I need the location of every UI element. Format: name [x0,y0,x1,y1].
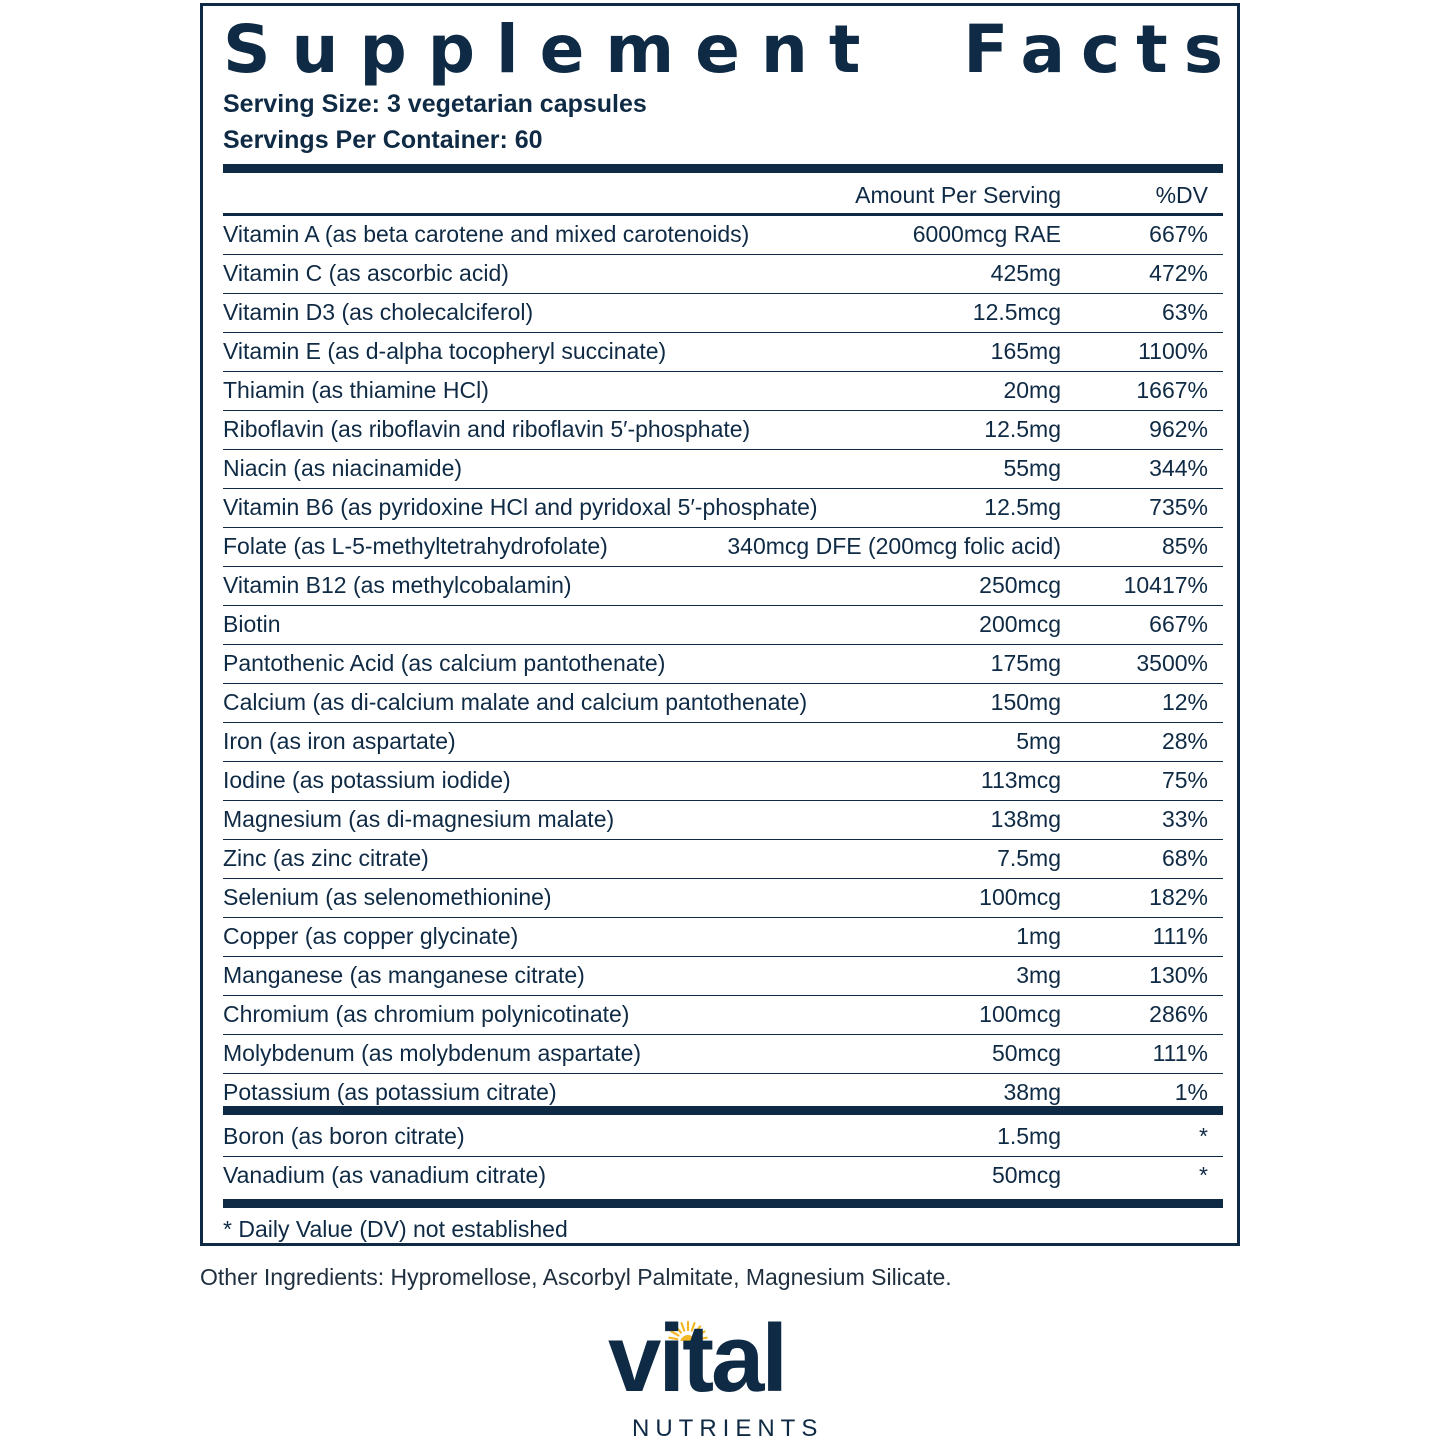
logo-subtitle: NUTRIENTS [632,1415,824,1442]
nutrient-row [223,645,1223,684]
nutrient-row [223,723,1223,762]
nutrient-dv: 962% [1149,416,1208,442]
nutrient-row [223,957,1223,996]
nutrient-amount: 50mcg [991,1162,1061,1188]
nutrient-amount: 50mcg [991,1040,1061,1066]
nutrient-row [223,216,1223,255]
nutrient-name: Iodine (as potassium iodide) [223,767,511,793]
supplement-facts-panel [200,3,1240,1246]
nutrient-name: Vitamin C (as ascorbic acid) [223,260,509,286]
nutrient-dv: 111% [1152,1040,1208,1066]
other-nutrient-table [223,1118,1223,1195]
nutrient-amount: 250mcg [979,572,1061,598]
nutrient-dv: 667% [1149,221,1208,247]
thick-divider [223,1199,1223,1208]
nutrient-row [223,489,1223,528]
nutrient-row [223,684,1223,723]
nutrient-name: Riboflavin (as riboflavin and riboflavin 5′-phosphate) [223,416,751,442]
nutrient-dv: 12% [1161,689,1208,715]
nutrient-row [223,294,1223,333]
thick-divider [223,1106,1223,1115]
nutrient-name: Folate (as L-5-methyltetrahydrofolate) [223,533,608,559]
nutrient-row [223,606,1223,645]
nutrient-row [223,411,1223,450]
nutrient-name: Vitamin E (as d-alpha tocopheryl succinate) [223,338,667,364]
nutrient-name: Biotin [223,611,281,637]
nutrient-dv: 735% [1149,494,1208,520]
servings-per-container: Servings Per Container: 60 [223,126,543,154]
nutrient-row [223,801,1223,840]
nutrient-row [223,255,1223,294]
nutrient-dv: 1667% [1136,377,1208,403]
nutrient-row [223,879,1223,918]
logo-wordmark: vital [608,1305,786,1412]
nutrient-dv: 85% [1161,533,1208,559]
nutrient-name: Magnesium (as di-magnesium malate) [223,806,615,832]
nutrient-dv: 111% [1152,923,1208,949]
nutrient-name: Vitamin A (as beta carotene and mixed carotenoids) [223,221,750,247]
nutrient-amount: 6000mcg RAE [912,221,1061,247]
nutrient-amount: 1.5mg [997,1123,1061,1149]
nutrient-amount: 165mg [990,338,1061,364]
title-word-2: Facts [963,11,1239,88]
nutrient-name: Vitamin B12 (as methylcobalamin) [223,572,572,598]
nutrient-name: Pantothenic Acid (as calcium pantothenate) [223,650,666,676]
nutrient-amount: 12.5mg [984,416,1061,442]
nutrient-amount: 425mg [990,260,1061,286]
nutrient-dv: 10417% [1123,572,1208,598]
nutrient-name: Boron (as boron citrate) [223,1123,465,1149]
nutrient-name: Selenium (as selenomethionine) [223,884,552,910]
nutrient-name: Thiamin (as thiamine HCl) [223,377,489,403]
nutrient-row [223,372,1223,411]
title-word-1: Supplement [223,11,882,88]
brand-logo [600,1305,850,1445]
nutrient-name: Chromium (as chromium polynicotinate) [223,1001,630,1027]
nutrient-name: Calcium (as di-calcium malate and calcium pantothenate) [223,689,808,715]
nutrient-name: Manganese (as manganese citrate) [223,962,585,988]
thick-divider [223,164,1223,173]
nutrient-amount: 100mcg [979,1001,1061,1027]
nutrient-dv: 68% [1161,845,1208,871]
nutrient-amount: 340mcg DFE (200mcg folic acid) [727,533,1061,559]
nutrient-row [223,567,1223,606]
nutrient-name: Vitamin B6 (as pyridoxine HCl and pyridoxal 5′-phosphate) [223,494,818,520]
nutrient-row [223,918,1223,957]
nutrient-amount: 150mg [990,689,1061,715]
nutrient-dv: 667% [1149,611,1208,637]
panel-title [223,11,1239,88]
nutrient-name: Copper (as copper glycinate) [223,923,519,949]
nutrient-amount: 1mg [1016,923,1061,949]
nutrient-amount: 20mg [1003,377,1061,403]
nutrient-name: Potassium (as potassium citrate) [223,1079,557,1105]
nutrient-dv: 3500% [1136,650,1208,676]
nutrient-row [223,840,1223,879]
nutrient-dv: 344% [1149,455,1208,481]
nutrient-dv: * [1199,1123,1208,1149]
nutrient-row [223,450,1223,489]
nutrient-name: Zinc (as zinc citrate) [223,845,429,871]
serving-size: Serving Size: 3 vegetarian capsules [223,90,647,118]
nutrient-dv: 28% [1161,728,1208,754]
nutrient-dv: * [1199,1162,1208,1188]
nutrient-dv: 63% [1161,299,1208,325]
nutrient-amount: 175mg [990,650,1061,676]
amount-column-header: Amount Per Serving [855,182,1061,208]
nutrient-dv: 1% [1174,1079,1208,1105]
nutrient-row [223,1035,1223,1074]
nutrient-dv: 130% [1149,962,1208,988]
nutrient-amount: 100mcg [979,884,1061,910]
nutrient-dv: 182% [1149,884,1208,910]
nutrient-amount: 38mg [1003,1079,1061,1105]
nutrient-row [223,528,1223,567]
nutrient-row [223,1157,1223,1195]
nutrient-dv: 286% [1149,1001,1208,1027]
nutrient-amount: 55mg [1003,455,1061,481]
nutrient-amount: 138mg [990,806,1061,832]
nutrient-name: Iron (as iron aspartate) [223,728,456,754]
nutrient-amount: 113mcg [980,767,1061,793]
nutrient-amount: 200mcg [979,611,1061,637]
nutrient-amount: 3mg [1016,962,1061,988]
nutrient-dv: 75% [1161,767,1208,793]
column-header [223,180,1223,214]
nutrient-amount: 7.5mg [997,845,1061,871]
nutrient-row [223,762,1223,801]
other-ingredients: Other Ingredients: Hypromellose, Ascorbyl Palmitate, Magnesium Silicate. [200,1264,952,1290]
nutrient-name: Niacin (as niacinamide) [223,455,463,481]
nutrient-name: Molybdenum (as molybdenum aspartate) [223,1040,642,1066]
nutrient-row [223,1118,1223,1157]
nutrient-row [223,996,1223,1035]
nutrient-amount: 12.5mcg [972,299,1061,325]
nutrient-name: Vitamin D3 (as cholecalciferol) [223,299,534,325]
nutrient-row [223,333,1223,372]
nutrient-name: Vanadium (as vanadium citrate) [223,1162,546,1188]
nutrient-dv: 33% [1161,806,1208,832]
footnote: * Daily Value (DV) not established [223,1216,568,1242]
nutrient-dv: 472% [1149,260,1208,286]
dv-column-header: %DV [1155,182,1208,208]
nutrient-dv: 1100% [1138,338,1208,364]
nutrient-amount: 5mg [1016,728,1061,754]
nutrient-table [223,216,1223,1112]
nutrient-amount: 12.5mg [984,494,1061,520]
